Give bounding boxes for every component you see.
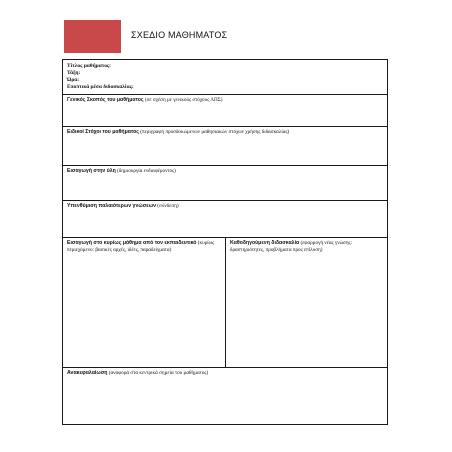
recap-label: Ανακεφαλαίωση — [67, 370, 108, 376]
general-goal-label: Γενικός Σκοπός του μαθήματος — [67, 97, 144, 103]
specific-goals-hint: (περιγραφή προσδοκώμενων μαθησιακών στόχων χρήσης διδασκαλίας) — [140, 129, 290, 135]
guided-teaching-section[interactable] — [226, 238, 387, 367]
materials-field[interactable]: Εποπτικά μέσα διδασκαλίας: — [67, 83, 134, 90]
page-title: ΣΧΕΔΙΟ ΜΑΘΗΜΑΤΟΣ — [131, 30, 228, 40]
introduction-hint: (δημιουργία ενδιαφέροντος) — [117, 168, 176, 174]
lesson-title-field[interactable]: Τίτλος μαθήματος: — [67, 63, 111, 69]
time-field[interactable]: Ώρα: — [67, 76, 80, 83]
class-field[interactable]: Τάξη: — [67, 69, 81, 76]
guided-teaching-label: Καθοδηγούμενη διδασκαλία — [230, 240, 300, 246]
main-lesson-hint: (κυρίως περιεχόμενο: βασικές αρχές, ιδέες, παραδείγματα) — [67, 240, 215, 253]
header-color-block — [64, 20, 121, 53]
main-lesson-section[interactable] — [63, 238, 226, 367]
recap-section[interactable] — [63, 368, 387, 424]
prior-knowledge-hint: (σύνδεση) — [157, 203, 179, 209]
prior-knowledge-section[interactable] — [63, 201, 387, 238]
introduction-section[interactable] — [63, 166, 387, 201]
guided-teaching-hint: (εφαρμογή νέας γνώσης: δραστηριότητες, προβλήματα προς επίλυση) — [230, 240, 353, 253]
recap-hint: (αναφορά στα κεντρικά σημεία του μαθήματος) — [108, 370, 209, 376]
specific-goals-section[interactable] — [63, 127, 387, 166]
main-lesson-label: Εισαγωγή στο κυρίως μάθημα από τον εκπαιδευτικό — [67, 240, 197, 246]
prior-knowledge-label: Υπενθύμιση παλαιότερων γνώσεων — [67, 203, 156, 209]
introduction-label: Εισαγωγή στην ύλη — [67, 168, 116, 174]
general-goal-hint: (σε σχέση με γενικούς στόχους ΛΠΣ) — [144, 97, 223, 103]
info-section — [63, 60, 387, 95]
general-goal-section[interactable] — [63, 95, 387, 127]
lesson-plan-form — [62, 59, 388, 425]
info-fields — [67, 63, 134, 91]
main-lesson-row — [63, 238, 387, 368]
specific-goals-label: Ειδικοί Στόχοι του μαθήματος — [67, 129, 139, 135]
